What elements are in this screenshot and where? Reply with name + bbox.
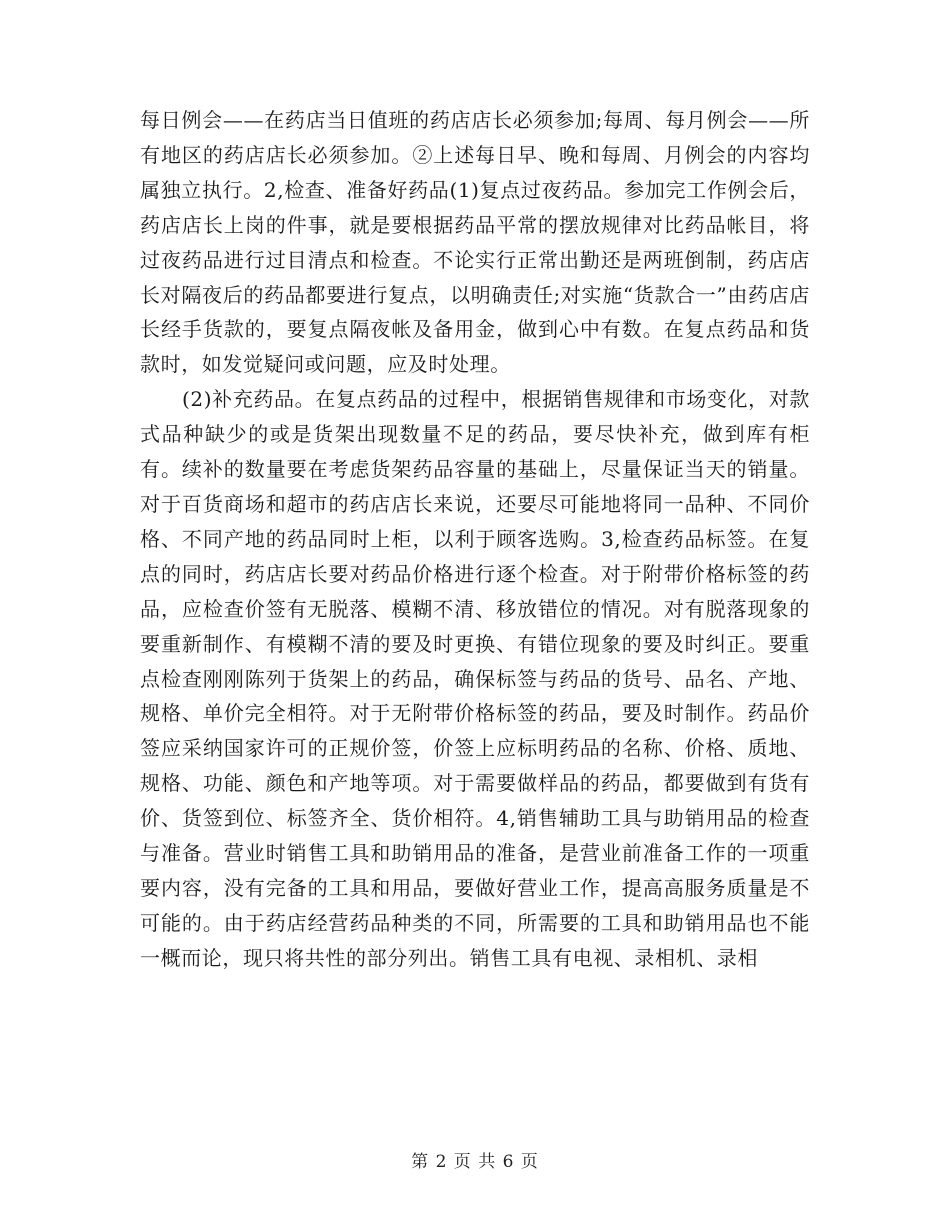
document-body [140, 103, 810, 976]
paragraph-2: (2)补充药品。在复点药品的过程中，根据销售规律和市场变化，对款式品种缺少的或是货架出现数量不足的药品，要尽快补充，做到库有柜有。续补的数量要在考虑货架药品容量的基础上，尽量保证当天的销量。对于百货商场和超市的药店店长来说，还要尽可能地将同一品种、不同价格、不同产地的药品同时上柜，以利于顾客选购。3,检查药品标签。在复点的同时，药店店长要对药品价格进行逐个检查。对于附带价格标签的药品，应检查价签有无脱落、模糊不清、移放错位的情况。对有脱落现象的要重新制作、有模糊不清的要及时更换、有错位现象的要及时纠正。要重点检查刚刚陈列于货架上的药品，确保标签与药品的货号、品名、产地、规格、单价完全相符。对于无附带价格标签的药品，要及时制作。药品价签应采纳国家许可的正规价签，价签上应标明药品的名称、价格、质地、规格、功能、颜色和产地等项。对于需要做样品的药品，都要做到有货有价、货签到位、标签齐全、货价相符。4,销售辅助工具与助销用品的检查与准备。营业时销售工具和助销用品的准备，是营业前准备工作的一项重要内容，没有完备的工具和用品，要做好营业工作，提高高服务质量是不可能的。由于药店经营药品种类的不同，所需要的工具和助销用品也不能一概而论，现只将共性的部分列出。销售工具有电视、录相机、录相 [140, 387, 810, 970]
paragraph-1: 每日例会——在药店当日值班的药店店长必须参加;每周、每月例会——所有地区的药店店长必须参加。②上述每日早、晚和每周、月例会的内容均属独立执行。2,检查、准备好药品(1)复点过夜药品。参加完工作例会后，药店店长上岗的件事，就是要根据药品平常的摆放规律对比药品帐目，将过夜药品进行过目清点和检查。不论实行正常出勤还是两班倒制，药店店长对隔夜后的药品都要进行复点，以明确责任;对实施“货款合一”由药店店长经手货款的，要复点隔夜帐及备用金，做到心中有数。在复点药品和货款时，如发觉疑问或问题，应及时处理。 [140, 108, 810, 377]
page-number-footer: 第 2 页 共 6 页 [411, 1152, 539, 1172]
